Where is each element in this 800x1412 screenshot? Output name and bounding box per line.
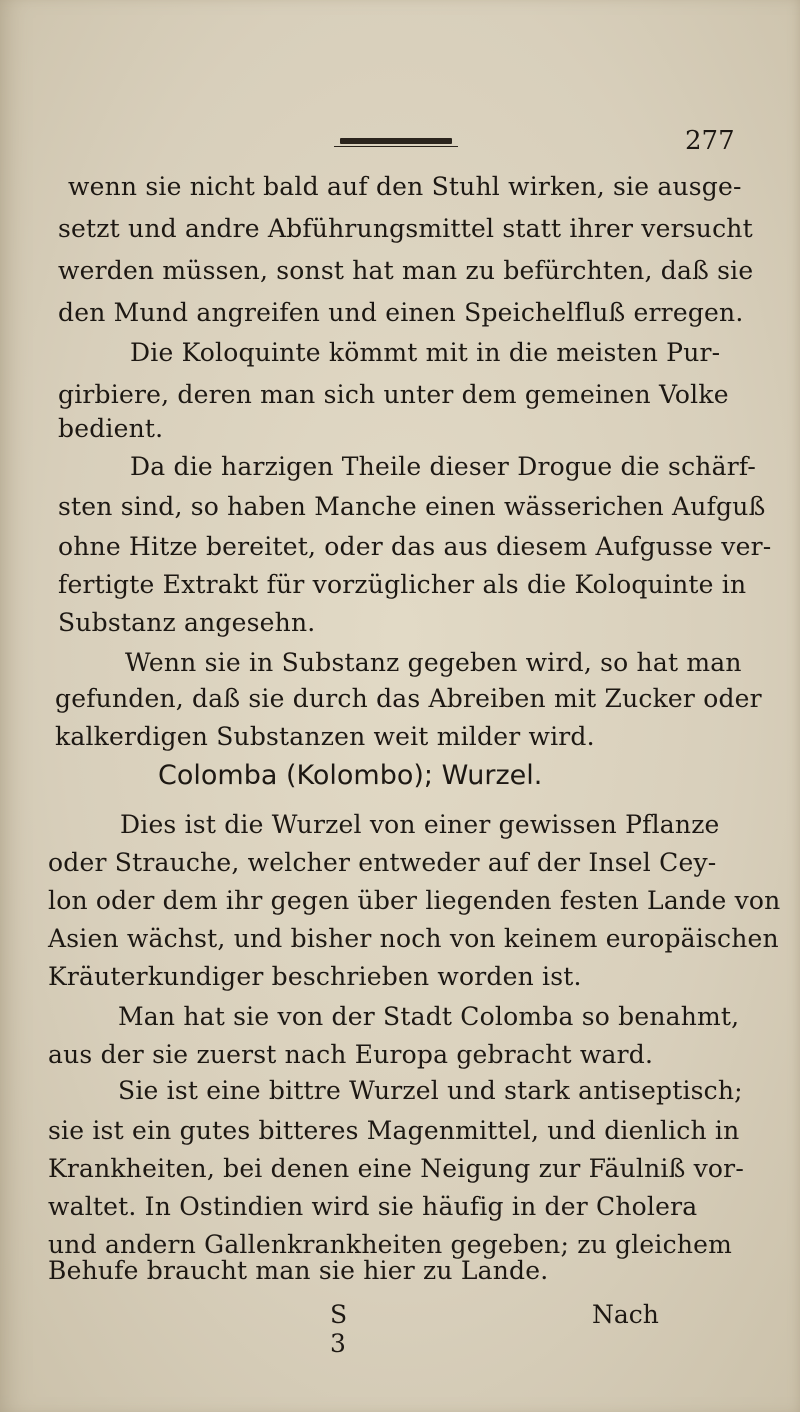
text-line: gefunden, daß sie durch das Abreiben mit Zucker oder	[55, 684, 762, 713]
text-line: girbiere, deren man sich unter dem gemeinen Volke	[58, 380, 729, 409]
text-line: Dies ist die Wurzel von einer gewissen Pflanze	[120, 810, 720, 839]
text-line: werden müssen, sonst hat man zu befürchten, daß sie	[58, 256, 754, 285]
text-line: fertigte Extrakt für vorzüglicher als die Koloquinte in	[58, 570, 747, 599]
text-line: den Mund angreifen und einen Speichelfluß erregen.	[58, 298, 744, 327]
header-rule	[340, 138, 452, 144]
text-line: setzt und andre Abführungsmittel statt ihrer versucht	[58, 214, 753, 243]
text-line: sten sind, so haben Manche einen wässerichen Aufguß	[58, 492, 766, 521]
text-line: Man hat sie von der Stadt Colomba so benahmt,	[118, 1002, 740, 1031]
text-line: und andern Gallenkrankheiten gegeben; zu gleichem	[48, 1230, 733, 1259]
page-number: 277	[685, 126, 735, 156]
signature-mark: S 3	[330, 1300, 348, 1358]
text-line: Wenn sie in Substanz gegeben wird, so hat man	[125, 648, 742, 677]
text-line: Da die harzigen Theile dieser Drogue die schärf-	[130, 452, 757, 481]
text-line: Kräuterkundiger beschrieben worden ist.	[48, 962, 582, 991]
section-heading: Colomba (Kolombo); Wurzel.	[158, 760, 543, 791]
text-line: Krankheiten, bei denen eine Neigung zur Fäulniß vor-	[48, 1154, 744, 1183]
text-line: wenn sie nicht bald auf den Stuhl wirken, sie ausge-	[68, 172, 742, 201]
text-line: aus der sie zuerst nach Europa gebracht ward.	[48, 1040, 654, 1069]
text-line: sie ist ein gutes bitteres Magenmittel, und dienlich in	[48, 1116, 740, 1145]
text-line: Die Koloquinte kömmt mit in die meisten Pur-	[130, 338, 721, 367]
text-line: Substanz angesehn.	[58, 608, 316, 637]
text-line: kalkerdigen Substanzen weit milder wird.	[55, 722, 595, 751]
text-line: ohne Hitze bereitet, oder das aus diesem Aufgusse ver-	[58, 532, 772, 561]
text-line: lon oder dem ihr gegen über liegenden festen Lande von	[48, 886, 781, 915]
text-line: oder Strauche, welcher entweder auf der Insel Cey-	[48, 848, 717, 877]
text-line: bedient.	[58, 414, 164, 443]
text-line: Asien wächst, und bisher noch von keinem europäischen	[48, 924, 779, 953]
catchword: Nach	[592, 1300, 659, 1329]
text-line: Sie ist eine bittre Wurzel und stark antiseptisch;	[118, 1076, 743, 1105]
text-line: waltet. In Ostindien wird sie häufig in der Cholera	[48, 1192, 698, 1221]
text-line: Behufe braucht man sie hier zu Lande.	[48, 1256, 549, 1285]
